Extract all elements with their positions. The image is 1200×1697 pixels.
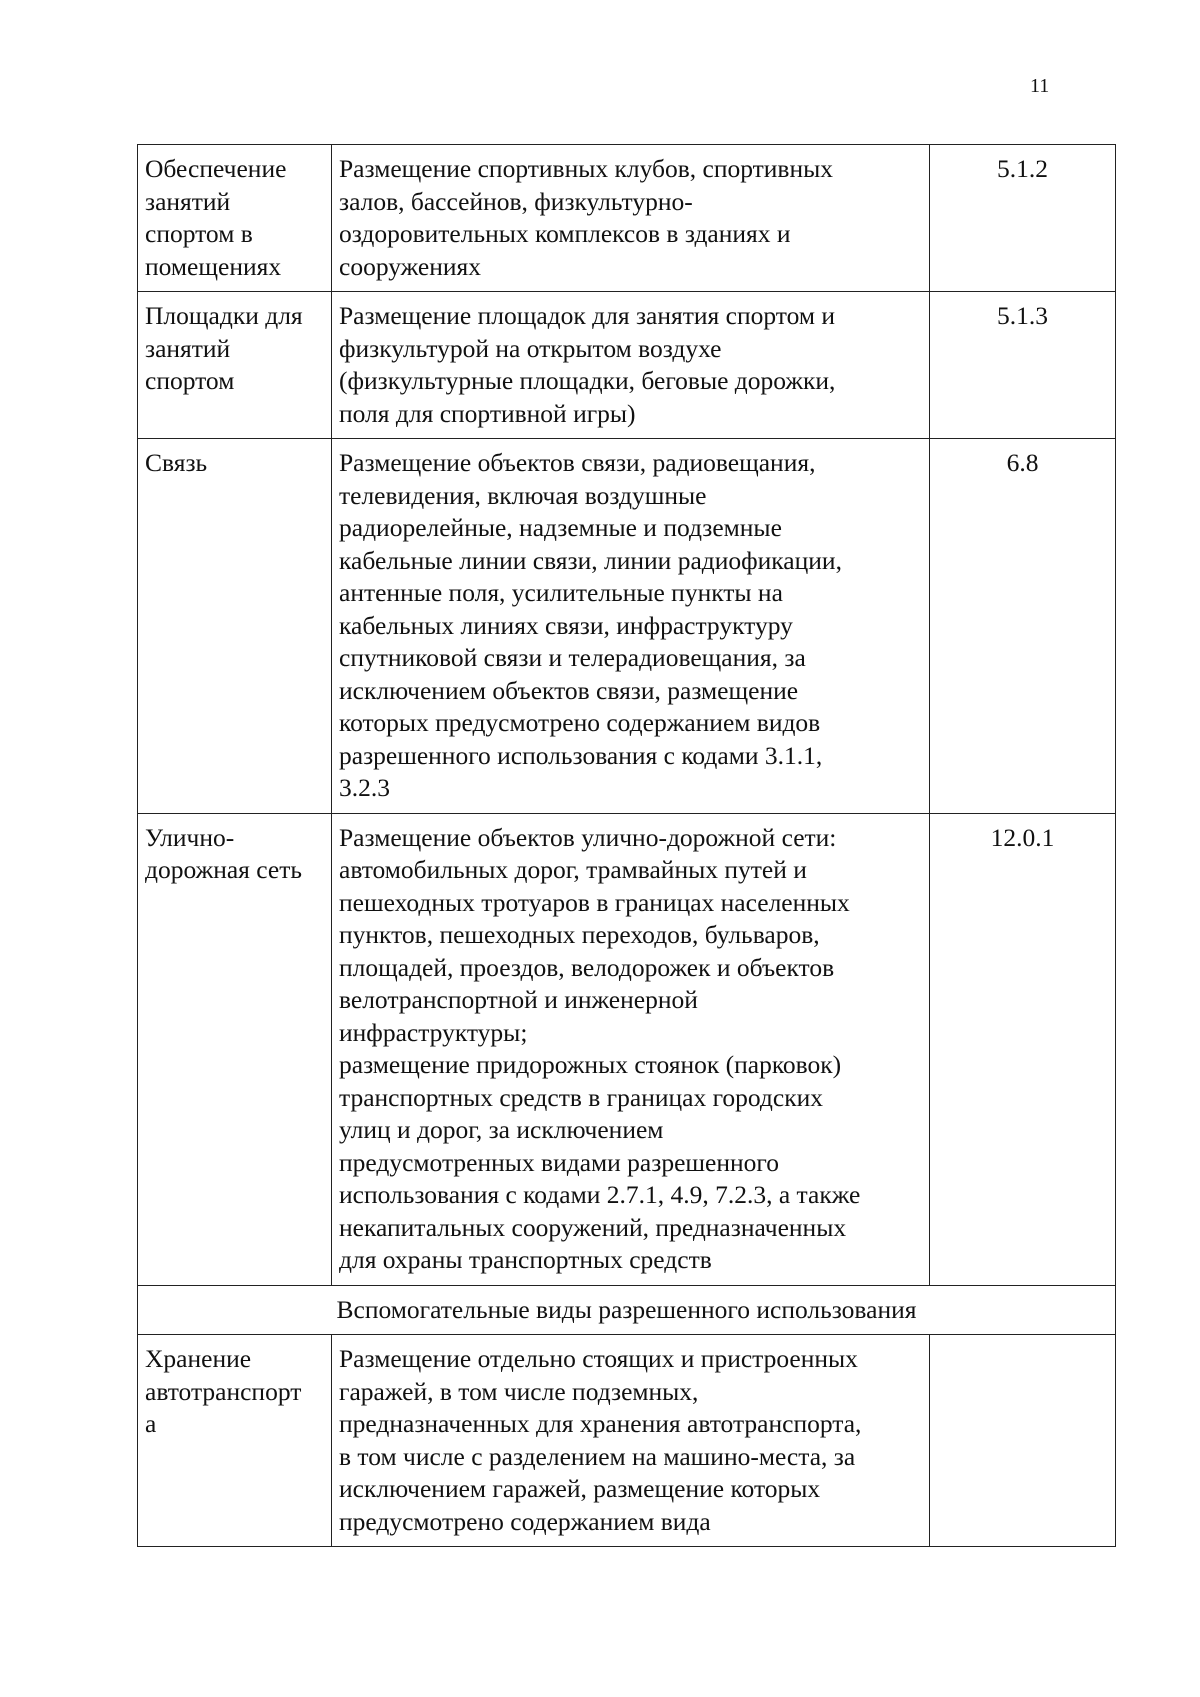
- use-type-description-cell: Размещение площадок для занятия спортом и физкультурой на открытом воздухе (физкультурные площадки, беговые дорожки, поля для спортивной игры): [332, 292, 930, 439]
- use-type-name-cell: Площадки для занятий спортом: [138, 292, 332, 439]
- table-row: [138, 145, 1116, 292]
- use-type-description-cell: Размещение объектов связи, радиовещания, телевидения, включая воздушные радиорелейные, надземные и подземные кабельные линии связи, линии радиофикации, антенные поля, усилительные пункты на кабельных линиях связи, инфраструктуру спутниковой связи и телерадиовещания, за исключением объектов связи, размещение которых предусмотрено содержанием видов разрешенного использования с кодами 3.1.1, 3.2.3: [332, 439, 930, 814]
- land-use-table: [137, 144, 1116, 1547]
- use-type-name-cell: Связь: [138, 439, 332, 814]
- use-type-description-cell: Размещение отдельно стоящих и пристроенных гаражей, в том числе подземных, предназначенных для хранения автотранспорта, в том числе с разделением на машино-места, за исключением гаражей, размещение которых предусмотрено содержанием вида: [332, 1335, 930, 1547]
- use-type-description-cell: Размещение спортивных клубов, спортивных залов, бассейнов, физкультурно- оздоровительных комплексов в зданиях и сооружениях: [332, 145, 930, 292]
- use-type-description-cell: Размещение объектов улично-дорожной сети: автомобильных дорог, трамвайных путей и пешеходных тротуаров в границах населенных пунктов, пешеходных переходов, бульваров, площадей, проездов, велодорожек и объектов велотранспортной и инженерной инфраструктуры; размещение придорожных стоянок (парковок) транспортных средств в границах городских улиц и дорог, за исключением предусмотренных видами разрешенного использования с кодами 2.7.1, 4.9, 7.2.3, а также некапитальных сооружений, предназначенных для охраны транспортных средств: [332, 813, 930, 1285]
- use-type-code-cell: [930, 1335, 1116, 1547]
- section-heading: Вспомогательные виды разрешенного использования: [138, 1285, 1116, 1335]
- use-type-code-cell: 5.1.3: [930, 292, 1116, 439]
- page-number: 11: [1030, 75, 1050, 97]
- table-row: [138, 1335, 1116, 1547]
- use-type-code-cell: 12.0.1: [930, 813, 1116, 1285]
- use-type-code-cell: 5.1.2: [930, 145, 1116, 292]
- table-row: [138, 813, 1116, 1285]
- use-type-name-cell: Обеспечение занятий спортом в помещениях: [138, 145, 332, 292]
- table-row: [138, 292, 1116, 439]
- table-row: [138, 439, 1116, 814]
- use-type-name-cell: Улично- дорожная сеть: [138, 813, 332, 1285]
- section-heading-row: [138, 1285, 1116, 1335]
- use-type-name-cell: Хранение автотранспорт а: [138, 1335, 332, 1547]
- use-type-code-cell: 6.8: [930, 439, 1116, 814]
